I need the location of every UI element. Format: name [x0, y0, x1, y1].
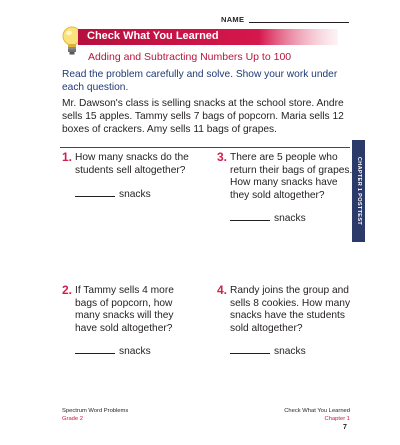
answer-unit: snacks: [119, 189, 151, 200]
banner-fade: [258, 29, 350, 45]
chapter-tab: [352, 140, 365, 242]
question-number: 2.: [62, 283, 73, 297]
question-4: [217, 285, 357, 365]
answer-blank[interactable]: [230, 344, 270, 354]
answer-line: [230, 344, 306, 359]
answer-blank[interactable]: [230, 211, 270, 221]
answer-blank[interactable]: [75, 344, 115, 354]
question-3: [217, 152, 357, 232]
page-number: 7: [343, 424, 347, 431]
question-text: How many snacks do the students sell altogether?: [75, 152, 189, 176]
question-number: 3.: [217, 150, 228, 164]
name-line: [249, 22, 349, 23]
answer-unit: snacks: [119, 346, 151, 357]
question-number: 1.: [62, 150, 73, 164]
answer-unit: snacks: [274, 213, 306, 224]
lesson-title: Adding and Subtracting Numbers Up to 100: [88, 51, 292, 63]
question-text: There are 5 people who return their bags of grapes. How many snacks have they sold altogether?: [230, 152, 353, 201]
banner-title: Check What You Learned: [87, 30, 219, 42]
instructions: Read the problem carefully and solve. Show your work under each question.: [62, 69, 338, 93]
footer-book-title: Spectrum Word Problems: [62, 408, 129, 414]
divider: [60, 147, 350, 148]
question-1: [62, 152, 202, 212]
question-2: [62, 285, 202, 365]
answer-unit: snacks: [274, 346, 306, 357]
question-number: 4.: [217, 283, 228, 297]
question-text: Randy joins the group and sells 8 cookies. How many snacks have the students sold altogether?: [230, 285, 351, 334]
answer-blank[interactable]: [75, 187, 115, 197]
footer-chapter: Chapter 1: [324, 416, 350, 422]
footer-section: Check What You Learned: [284, 408, 350, 414]
answer-line: [230, 211, 306, 226]
answer-line: [75, 344, 151, 359]
chapter-tab-label: CHAPTER 1 POSTTEST: [355, 156, 362, 226]
answer-line: [75, 187, 151, 202]
question-text: If Tammy sells 4 more bags of popcorn, how many snacks will they have sold altogether?: [75, 285, 174, 334]
name-label: NAME: [221, 15, 245, 24]
section-banner: [78, 29, 350, 45]
footer-grade: Grade 2: [62, 416, 83, 422]
story-text: Mr. Dawson's class is selling snacks at the school store. Andre sells 15 apples. Tammy sells 7 bags of popcorn. Maria sells 12 boxes of crackers. Amy sells 11 bags of grapes.: [62, 98, 344, 135]
